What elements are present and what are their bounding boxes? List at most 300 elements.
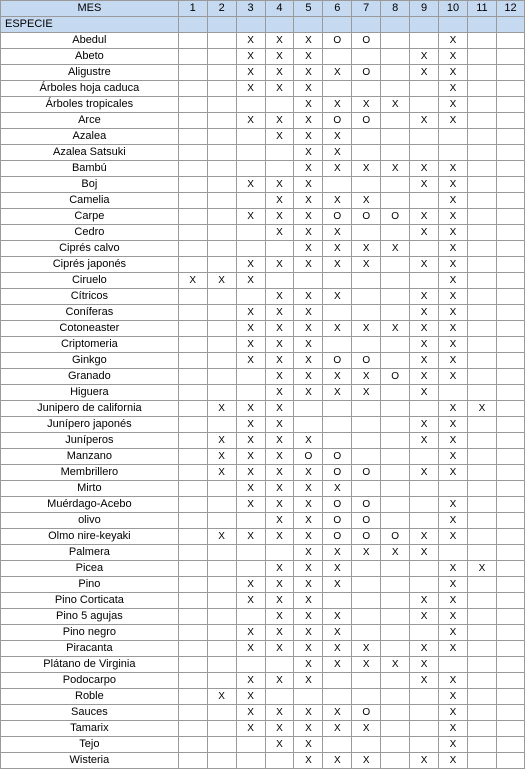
month-cell[interactable]	[496, 369, 524, 385]
month-cell[interactable]	[439, 545, 468, 561]
month-cell[interactable]	[236, 369, 265, 385]
month-cell[interactable]	[207, 337, 236, 353]
month-cell[interactable]	[207, 49, 236, 65]
month-cell[interactable]	[496, 353, 524, 369]
month-cell[interactable]	[381, 433, 410, 449]
month-cell[interactable]	[323, 401, 352, 417]
month-cell[interactable]: X	[410, 417, 439, 433]
month-cell[interactable]	[467, 49, 496, 65]
month-cell[interactable]: X	[439, 673, 468, 689]
month-cell[interactable]	[352, 225, 381, 241]
month-cell[interactable]: X	[294, 81, 323, 97]
species-name-cell[interactable]: Abedul	[1, 33, 179, 49]
month-cell[interactable]	[207, 209, 236, 225]
month-cell[interactable]	[496, 129, 524, 145]
month-cell[interactable]: X	[410, 305, 439, 321]
month-cell[interactable]	[496, 705, 524, 721]
month-cell[interactable]: X	[294, 129, 323, 145]
month-cell[interactable]	[207, 33, 236, 49]
species-name-cell[interactable]: Criptomeria	[1, 337, 179, 353]
month-cell[interactable]	[178, 513, 207, 529]
month-cell[interactable]: X	[352, 369, 381, 385]
month-cell[interactable]: X	[265, 593, 294, 609]
month-cell[interactable]	[381, 417, 410, 433]
month-cell[interactable]	[178, 465, 207, 481]
month-cell[interactable]: X	[265, 401, 294, 417]
month-cell[interactable]	[178, 241, 207, 257]
month-cell[interactable]: X	[439, 65, 468, 81]
month-cell[interactable]: X	[265, 337, 294, 353]
month-cell[interactable]: X	[352, 641, 381, 657]
month-cell[interactable]: O	[352, 705, 381, 721]
month-cell[interactable]	[410, 625, 439, 641]
month-cell[interactable]: X	[294, 49, 323, 65]
month-cell[interactable]	[439, 385, 468, 401]
month-cell[interactable]: X	[352, 241, 381, 257]
month-cell[interactable]	[294, 689, 323, 705]
month-cell[interactable]: X	[236, 209, 265, 225]
month-cell[interactable]	[410, 97, 439, 113]
month-cell[interactable]: X	[294, 113, 323, 129]
month-cell[interactable]: X	[410, 385, 439, 401]
month-cell[interactable]	[410, 401, 439, 417]
month-cell[interactable]: X	[381, 97, 410, 113]
species-name-cell[interactable]: Ciprés calvo	[1, 241, 179, 257]
species-name-cell[interactable]: Arce	[1, 113, 179, 129]
month-cell[interactable]: X	[410, 65, 439, 81]
month-cell[interactable]	[352, 305, 381, 321]
month-cell[interactable]	[323, 49, 352, 65]
month-cell[interactable]	[381, 753, 410, 769]
month-cell[interactable]: X	[323, 97, 352, 113]
month-cell[interactable]: X	[294, 641, 323, 657]
month-cell[interactable]: X	[410, 433, 439, 449]
month-cell[interactable]: X	[294, 225, 323, 241]
month-cell[interactable]	[236, 129, 265, 145]
month-cell[interactable]	[207, 641, 236, 657]
month-cell[interactable]	[207, 673, 236, 689]
month-cell[interactable]	[352, 449, 381, 465]
month-cell[interactable]	[207, 225, 236, 241]
month-cell[interactable]	[352, 81, 381, 97]
month-cell[interactable]: X	[467, 401, 496, 417]
month-cell[interactable]: X	[265, 641, 294, 657]
month-cell[interactable]	[352, 273, 381, 289]
species-name-cell[interactable]: Ciprés japonés	[1, 257, 179, 273]
month-cell[interactable]: X	[236, 577, 265, 593]
month-cell[interactable]: X	[236, 465, 265, 481]
month-cell[interactable]: X	[323, 129, 352, 145]
month-cell[interactable]: O	[323, 113, 352, 129]
month-cell[interactable]	[439, 481, 468, 497]
month-cell[interactable]	[496, 721, 524, 737]
month-cell[interactable]	[467, 577, 496, 593]
month-cell[interactable]	[178, 321, 207, 337]
month-cell[interactable]: O	[352, 209, 381, 225]
month-cell[interactable]	[467, 465, 496, 481]
month-cell[interactable]: O	[352, 529, 381, 545]
month-cell[interactable]: X	[207, 449, 236, 465]
month-cell[interactable]: X	[236, 641, 265, 657]
month-cell[interactable]: X	[467, 561, 496, 577]
month-cell[interactable]: X	[294, 577, 323, 593]
species-name-cell[interactable]: Boj	[1, 177, 179, 193]
month-cell[interactable]	[236, 737, 265, 753]
month-cell[interactable]	[207, 481, 236, 497]
month-cell[interactable]	[294, 401, 323, 417]
month-cell[interactable]	[410, 705, 439, 721]
month-cell[interactable]: X	[294, 609, 323, 625]
month-cell[interactable]: X	[439, 257, 468, 273]
month-cell[interactable]: X	[323, 577, 352, 593]
month-cell[interactable]	[178, 49, 207, 65]
month-cell[interactable]	[381, 401, 410, 417]
month-cell[interactable]	[496, 561, 524, 577]
month-cell[interactable]: X	[439, 305, 468, 321]
month-cell[interactable]	[207, 369, 236, 385]
month-cell[interactable]	[496, 225, 524, 241]
month-cell[interactable]	[496, 417, 524, 433]
month-cell[interactable]: X	[439, 561, 468, 577]
month-cell[interactable]	[381, 721, 410, 737]
month-cell[interactable]	[467, 129, 496, 145]
month-cell[interactable]	[381, 609, 410, 625]
month-cell[interactable]	[467, 721, 496, 737]
month-cell[interactable]: X	[410, 209, 439, 225]
month-cell[interactable]: X	[410, 353, 439, 369]
month-cell[interactable]	[236, 561, 265, 577]
species-name-cell[interactable]: Ciruelo	[1, 273, 179, 289]
month-cell[interactable]	[496, 337, 524, 353]
month-cell[interactable]: X	[294, 673, 323, 689]
month-cell[interactable]	[352, 625, 381, 641]
month-cell[interactable]	[294, 417, 323, 433]
month-cell[interactable]	[207, 721, 236, 737]
month-cell[interactable]	[467, 705, 496, 721]
month-cell[interactable]	[467, 545, 496, 561]
month-cell[interactable]: X	[439, 529, 468, 545]
month-cell[interactable]	[178, 209, 207, 225]
month-cell[interactable]	[410, 81, 439, 97]
month-cell[interactable]	[496, 657, 524, 673]
month-cell[interactable]	[381, 33, 410, 49]
month-cell[interactable]	[496, 689, 524, 705]
month-cell[interactable]	[178, 177, 207, 193]
month-cell[interactable]	[207, 737, 236, 753]
month-cell[interactable]: X	[265, 305, 294, 321]
month-cell[interactable]: X	[294, 433, 323, 449]
month-cell[interactable]: X	[236, 689, 265, 705]
month-cell[interactable]: X	[265, 673, 294, 689]
month-cell[interactable]: X	[236, 673, 265, 689]
month-cell[interactable]	[178, 305, 207, 321]
month-cell[interactable]: X	[294, 737, 323, 753]
month-cell[interactable]: X	[439, 689, 468, 705]
month-cell[interactable]: X	[323, 321, 352, 337]
month-cell[interactable]	[467, 497, 496, 513]
month-cell[interactable]: X	[265, 417, 294, 433]
month-cell[interactable]	[467, 209, 496, 225]
month-cell[interactable]	[496, 257, 524, 273]
month-cell[interactable]	[496, 161, 524, 177]
month-cell[interactable]	[410, 241, 439, 257]
month-cell[interactable]	[410, 497, 439, 513]
month-cell[interactable]: X	[236, 33, 265, 49]
month-cell[interactable]	[265, 241, 294, 257]
month-cell[interactable]: X	[439, 225, 468, 241]
month-cell[interactable]: X	[294, 385, 323, 401]
month-cell[interactable]	[381, 225, 410, 241]
month-cell[interactable]	[410, 513, 439, 529]
month-cell[interactable]: X	[352, 321, 381, 337]
species-name-cell[interactable]: Sauces	[1, 705, 179, 721]
month-cell[interactable]	[496, 113, 524, 129]
species-name-cell[interactable]: Olmo nire-keyaki	[1, 529, 179, 545]
month-cell[interactable]: X	[236, 721, 265, 737]
month-cell[interactable]: X	[410, 529, 439, 545]
month-cell[interactable]	[496, 289, 524, 305]
month-cell[interactable]: O	[323, 209, 352, 225]
month-cell[interactable]	[207, 305, 236, 321]
month-cell[interactable]	[178, 81, 207, 97]
month-cell[interactable]	[496, 497, 524, 513]
month-cell[interactable]	[410, 129, 439, 145]
month-cell[interactable]	[352, 433, 381, 449]
month-cell[interactable]: X	[410, 641, 439, 657]
month-cell[interactable]: X	[265, 705, 294, 721]
month-cell[interactable]: X	[439, 97, 468, 113]
month-cell[interactable]: X	[439, 177, 468, 193]
month-cell[interactable]	[381, 337, 410, 353]
month-cell[interactable]	[467, 33, 496, 49]
month-cell[interactable]: X	[265, 81, 294, 97]
month-cell[interactable]	[496, 97, 524, 113]
month-cell[interactable]: X	[236, 273, 265, 289]
month-cell[interactable]: X	[294, 337, 323, 353]
month-cell[interactable]	[496, 529, 524, 545]
month-cell[interactable]: X	[236, 177, 265, 193]
month-cell[interactable]: O	[323, 513, 352, 529]
species-name-cell[interactable]: Roble	[1, 689, 179, 705]
month-cell[interactable]	[352, 337, 381, 353]
month-cell[interactable]	[496, 545, 524, 561]
month-cell[interactable]	[496, 209, 524, 225]
species-name-cell[interactable]: Piracanta	[1, 641, 179, 657]
month-cell[interactable]	[439, 657, 468, 673]
month-cell[interactable]	[381, 257, 410, 273]
month-cell[interactable]: X	[294, 625, 323, 641]
month-cell[interactable]	[352, 49, 381, 65]
month-cell[interactable]	[381, 113, 410, 129]
month-cell[interactable]: X	[294, 209, 323, 225]
month-cell[interactable]	[496, 65, 524, 81]
month-cell[interactable]	[236, 193, 265, 209]
month-cell[interactable]	[496, 609, 524, 625]
month-cell[interactable]	[207, 81, 236, 97]
month-cell[interactable]	[207, 385, 236, 401]
month-cell[interactable]	[381, 305, 410, 321]
month-cell[interactable]: X	[410, 49, 439, 65]
month-cell[interactable]	[323, 433, 352, 449]
month-cell[interactable]: X	[236, 257, 265, 273]
month-cell[interactable]: X	[323, 625, 352, 641]
month-cell[interactable]: X	[265, 465, 294, 481]
month-cell[interactable]	[323, 81, 352, 97]
month-cell[interactable]: X	[265, 609, 294, 625]
month-cell[interactable]	[467, 273, 496, 289]
month-cell[interactable]	[207, 321, 236, 337]
species-name-cell[interactable]: Plátano de Virginia	[1, 657, 179, 673]
month-cell[interactable]: X	[439, 593, 468, 609]
month-cell[interactable]: X	[265, 449, 294, 465]
month-cell[interactable]: X	[207, 273, 236, 289]
month-cell[interactable]	[352, 145, 381, 161]
month-cell[interactable]: X	[439, 641, 468, 657]
month-cell[interactable]	[381, 145, 410, 161]
month-cell[interactable]	[178, 257, 207, 273]
month-cell[interactable]	[381, 65, 410, 81]
month-cell[interactable]: X	[294, 353, 323, 369]
month-cell[interactable]: X	[294, 721, 323, 737]
month-cell[interactable]	[207, 609, 236, 625]
month-cell[interactable]: X	[439, 465, 468, 481]
month-cell[interactable]: X	[294, 193, 323, 209]
month-cell[interactable]	[410, 577, 439, 593]
month-cell[interactable]	[178, 161, 207, 177]
month-cell[interactable]	[178, 721, 207, 737]
month-cell[interactable]	[207, 753, 236, 769]
month-cell[interactable]: X	[352, 257, 381, 273]
month-cell[interactable]: X	[265, 113, 294, 129]
month-cell[interactable]	[236, 513, 265, 529]
month-cell[interactable]	[467, 321, 496, 337]
month-cell[interactable]: X	[294, 481, 323, 497]
month-cell[interactable]: X	[439, 401, 468, 417]
month-cell[interactable]	[178, 545, 207, 561]
month-cell[interactable]: X	[439, 321, 468, 337]
month-cell[interactable]: X	[236, 481, 265, 497]
month-cell[interactable]	[207, 289, 236, 305]
month-cell[interactable]: X	[439, 417, 468, 433]
month-cell[interactable]: X	[178, 273, 207, 289]
month-cell[interactable]: X	[265, 289, 294, 305]
species-name-cell[interactable]: Abeto	[1, 49, 179, 65]
month-cell[interactable]: X	[294, 33, 323, 49]
month-cell[interactable]	[410, 33, 439, 49]
month-cell[interactable]	[496, 385, 524, 401]
month-cell[interactable]: X	[236, 113, 265, 129]
month-cell[interactable]	[381, 737, 410, 753]
month-cell[interactable]	[323, 417, 352, 433]
species-name-cell[interactable]: Árboles hoja caduca	[1, 81, 179, 97]
month-cell[interactable]	[381, 465, 410, 481]
species-name-cell[interactable]: Camelia	[1, 193, 179, 209]
month-cell[interactable]: X	[265, 481, 294, 497]
month-cell[interactable]: O	[323, 497, 352, 513]
month-cell[interactable]	[265, 145, 294, 161]
month-cell[interactable]: X	[265, 257, 294, 273]
month-cell[interactable]	[381, 481, 410, 497]
month-cell[interactable]	[467, 225, 496, 241]
month-cell[interactable]: X	[323, 641, 352, 657]
month-cell[interactable]	[207, 257, 236, 273]
month-cell[interactable]: X	[323, 369, 352, 385]
month-cell[interactable]	[178, 497, 207, 513]
month-cell[interactable]	[496, 177, 524, 193]
month-cell[interactable]: X	[439, 289, 468, 305]
month-cell[interactable]	[178, 705, 207, 721]
month-cell[interactable]: X	[265, 177, 294, 193]
species-name-cell[interactable]: Aligustre	[1, 65, 179, 81]
month-cell[interactable]: X	[236, 49, 265, 65]
month-cell[interactable]: X	[323, 609, 352, 625]
month-cell[interactable]: O	[323, 465, 352, 481]
month-cell[interactable]	[467, 737, 496, 753]
month-cell[interactable]	[236, 545, 265, 561]
month-cell[interactable]	[265, 273, 294, 289]
month-cell[interactable]	[236, 97, 265, 113]
month-cell[interactable]: X	[294, 289, 323, 305]
month-cell[interactable]: X	[265, 737, 294, 753]
month-cell[interactable]	[352, 417, 381, 433]
month-cell[interactable]	[178, 401, 207, 417]
month-cell[interactable]: X	[265, 529, 294, 545]
month-cell[interactable]	[496, 81, 524, 97]
month-cell[interactable]	[178, 289, 207, 305]
month-cell[interactable]: X	[410, 225, 439, 241]
month-cell[interactable]: X	[323, 225, 352, 241]
month-cell[interactable]: X	[207, 689, 236, 705]
species-name-cell[interactable]: Azalea Satsuki	[1, 145, 179, 161]
month-cell[interactable]: X	[352, 161, 381, 177]
month-cell[interactable]: O	[323, 33, 352, 49]
month-cell[interactable]: X	[410, 289, 439, 305]
month-cell[interactable]	[207, 129, 236, 145]
month-cell[interactable]: X	[265, 353, 294, 369]
month-cell[interactable]	[178, 753, 207, 769]
month-cell[interactable]	[410, 481, 439, 497]
month-cell[interactable]	[410, 737, 439, 753]
month-cell[interactable]	[352, 481, 381, 497]
month-cell[interactable]: X	[236, 433, 265, 449]
month-cell[interactable]	[467, 753, 496, 769]
month-cell[interactable]	[467, 177, 496, 193]
species-name-cell[interactable]: Cotoneaster	[1, 321, 179, 337]
month-cell[interactable]	[381, 177, 410, 193]
month-cell[interactable]	[178, 97, 207, 113]
species-name-cell[interactable]: Tamarix	[1, 721, 179, 737]
month-cell[interactable]	[178, 673, 207, 689]
month-cell[interactable]: X	[236, 705, 265, 721]
month-cell[interactable]	[178, 369, 207, 385]
month-cell[interactable]	[467, 369, 496, 385]
month-cell[interactable]: X	[294, 753, 323, 769]
month-cell[interactable]: X	[294, 545, 323, 561]
month-cell[interactable]: X	[439, 193, 468, 209]
month-cell[interactable]	[207, 417, 236, 433]
month-cell[interactable]: O	[323, 353, 352, 369]
month-cell[interactable]: X	[294, 321, 323, 337]
month-cell[interactable]	[381, 289, 410, 305]
month-cell[interactable]	[236, 161, 265, 177]
month-cell[interactable]: X	[323, 753, 352, 769]
month-cell[interactable]: X	[294, 177, 323, 193]
month-cell[interactable]: X	[265, 385, 294, 401]
month-cell[interactable]: X	[236, 337, 265, 353]
month-cell[interactable]	[323, 737, 352, 753]
month-cell[interactable]	[381, 593, 410, 609]
month-cell[interactable]: X	[207, 465, 236, 481]
